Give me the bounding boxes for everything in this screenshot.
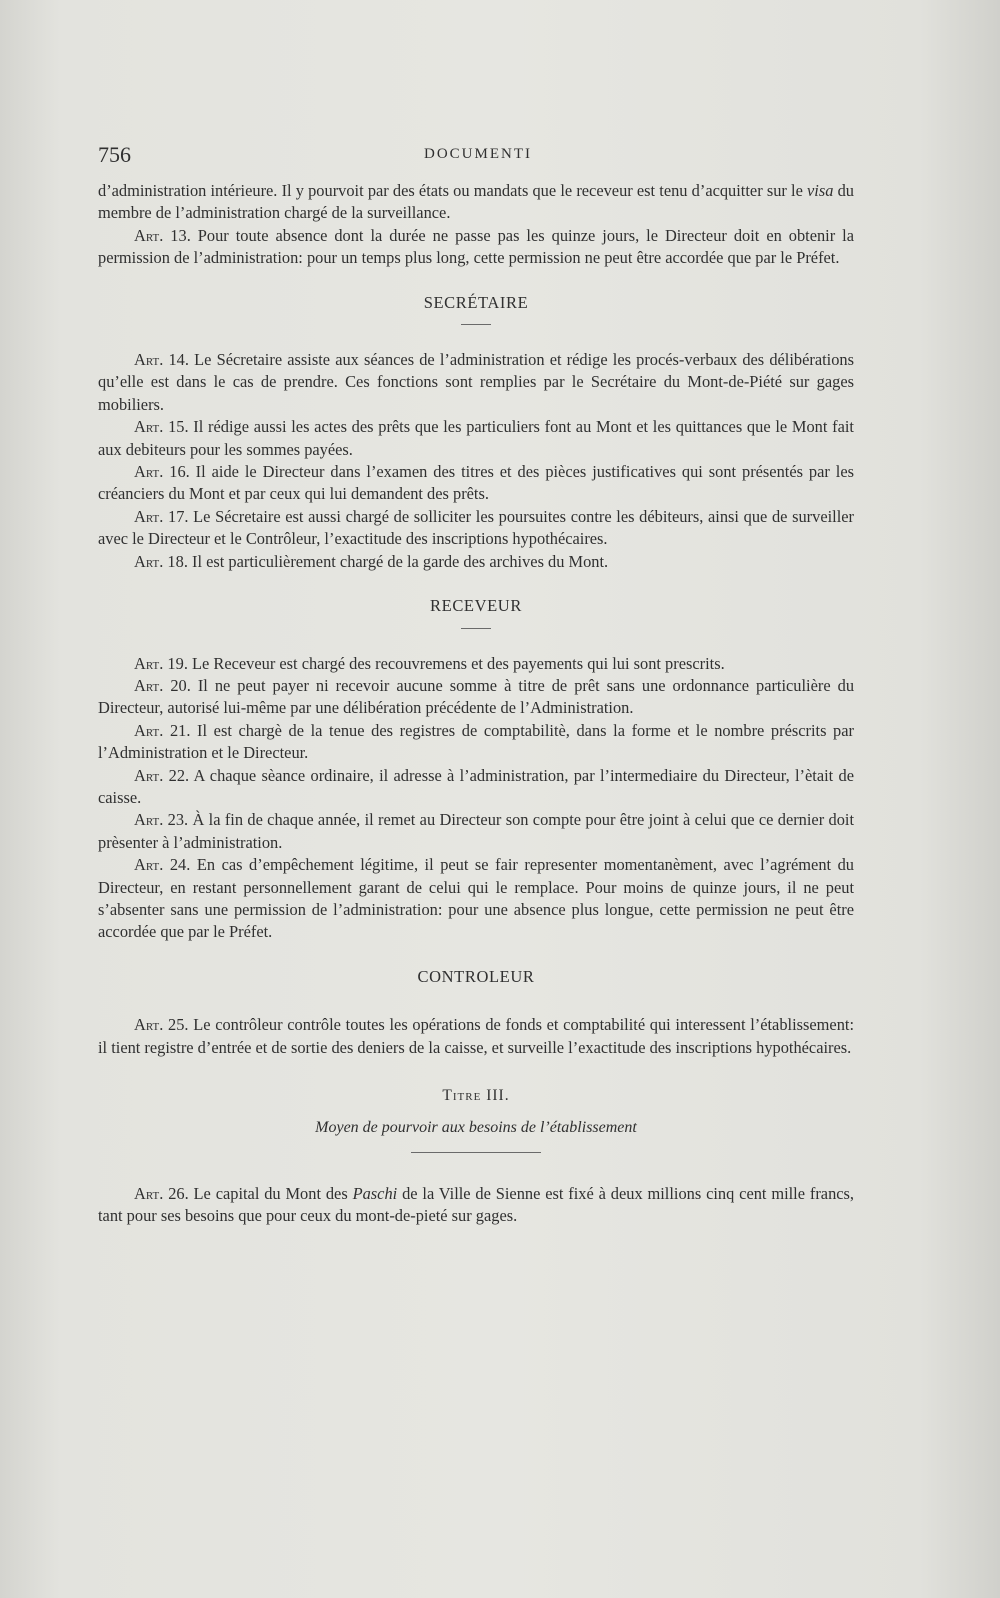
paschi-word: Paschi [352,1183,398,1203]
titre-rule [411,1152,541,1153]
article-13: Art. 13. Pour toute absence dont la durée ne passe pas les quinze jours, le Directeur doit en obtenir la permission de l’administration: pour un temps plus long, cette permission ne peut être accordée que par le Préfet. [98,225,855,268]
article-19: Art. 19. Le Receveur est chargé des recouvremens et des payements qui lui sont prescrits. [134,653,725,673]
article-20: Art. 20. Il ne peut payer ni recevoir aucune somme à titre de prêt sans une ordonnance particulière du Directeur, autorisé lui-même par une délibération précédente de l’Administration. [98,675,855,718]
article-25: Art. 25. Le contrôleur contrôle toutes les opérations de fonds et comptabilité qui interessent l’établissement: il tient registre d’entrée et de sortie des deniers de la caisse, et surveille l’exactitude des inscriptions hypothécaires. [98,1015,854,1057]
section-title-secretaire: SECRÉTAIRE [423,292,529,312]
running-title: DOCUMENTI [424,146,532,162]
page-number: 756 [98,142,131,167]
section-title-receveur: RECEVEUR [430,596,522,616]
article-23: Art. 23. À la fin de chaque année, il remet au Directeur son compte pour être joint à celui que ce dernier doit prèsenter à l’administration. [98,810,854,852]
page-header [98,142,858,172]
article-22: Art. 22. A chaque sèance ordinaire, il adresse à l’administration, par l’intermediaire du Directeur, l’ètait de caisse. [98,765,854,807]
article-15: Art. 15. Il rédige aussi les actes des prêts que les particuliers font au Mont et les quittances que le Mont fait aux debiteurs pour les sommes payées. [98,417,854,459]
visa-word: visa [807,181,834,200]
intro-paragraph: d’administration intérieure. Il y pourvoit par des états ou mandats que le receveur est tenu d’acquitter sur le visa du membre de l’administration chargé de la surveillance. [98,181,854,223]
article-17: Art. 17. Le Sécretaire est aussi chargé de solliciter les poursuites contre les débiteurs, ainsi que de surveiller avec le Directeur et le Contrôleur, l’exactitude des inscriptions hypothécaires. [98,506,854,549]
article-14: Art. 14. Le Sécretaire assiste aux séances de l’administration et rédige les procés-verbaux des délibérations qu’elle est dans le cas de prendre. Ces fonctions sont remplies par le Secrétaire du Mont-de-Piété sur gages mobiliers. [98,350,854,414]
titre-subtitle: Moyen de pourvoir aux besoins de l’établissement [315,1119,637,1137]
article-24: Art. 24. En cas d’empêchement légitime, il peut se fair representer momentanèment, avec l’agrément du Directeur, en restant personnellement garant de celui qui le remplace. Pour moins de quinze jours, il ne peut s’absenter sans une permission de l’administration: pour une absence plus longue, cette permission ne peut être accordée que par le Préfet. [98,855,854,942]
article-18: Art. 18. Il est particulièrement chargé de la garde des archives du Mont. [134,551,609,571]
section-rule [461,324,491,325]
article-26: Art. 26. Le capital du Mont des Paschi de la Ville de Sienne est fixé à deux millions cinq cent mille francs, tant pour ses besoins que pour ceux du mont-de-pieté sur gages. [98,1183,855,1226]
section-rule [461,628,491,629]
document-body [98,180,854,1228]
section-title-controleur: CONTROLEUR [417,966,535,986]
article-16: Art. 16. Il aide le Directeur dans l’examen des titres et des pièces justificatives qui sont présentés par les créanciers du Mont et par ceux qui lui demandent des prêts. [98,462,854,504]
titre-heading: Titre III. [442,1087,510,1104]
article-21: Art. 21. Il est chargè de la tenue des registres de comptabilitè, dans la forme et le nombre préscrits par l’Administration et le Directeur. [98,720,854,763]
